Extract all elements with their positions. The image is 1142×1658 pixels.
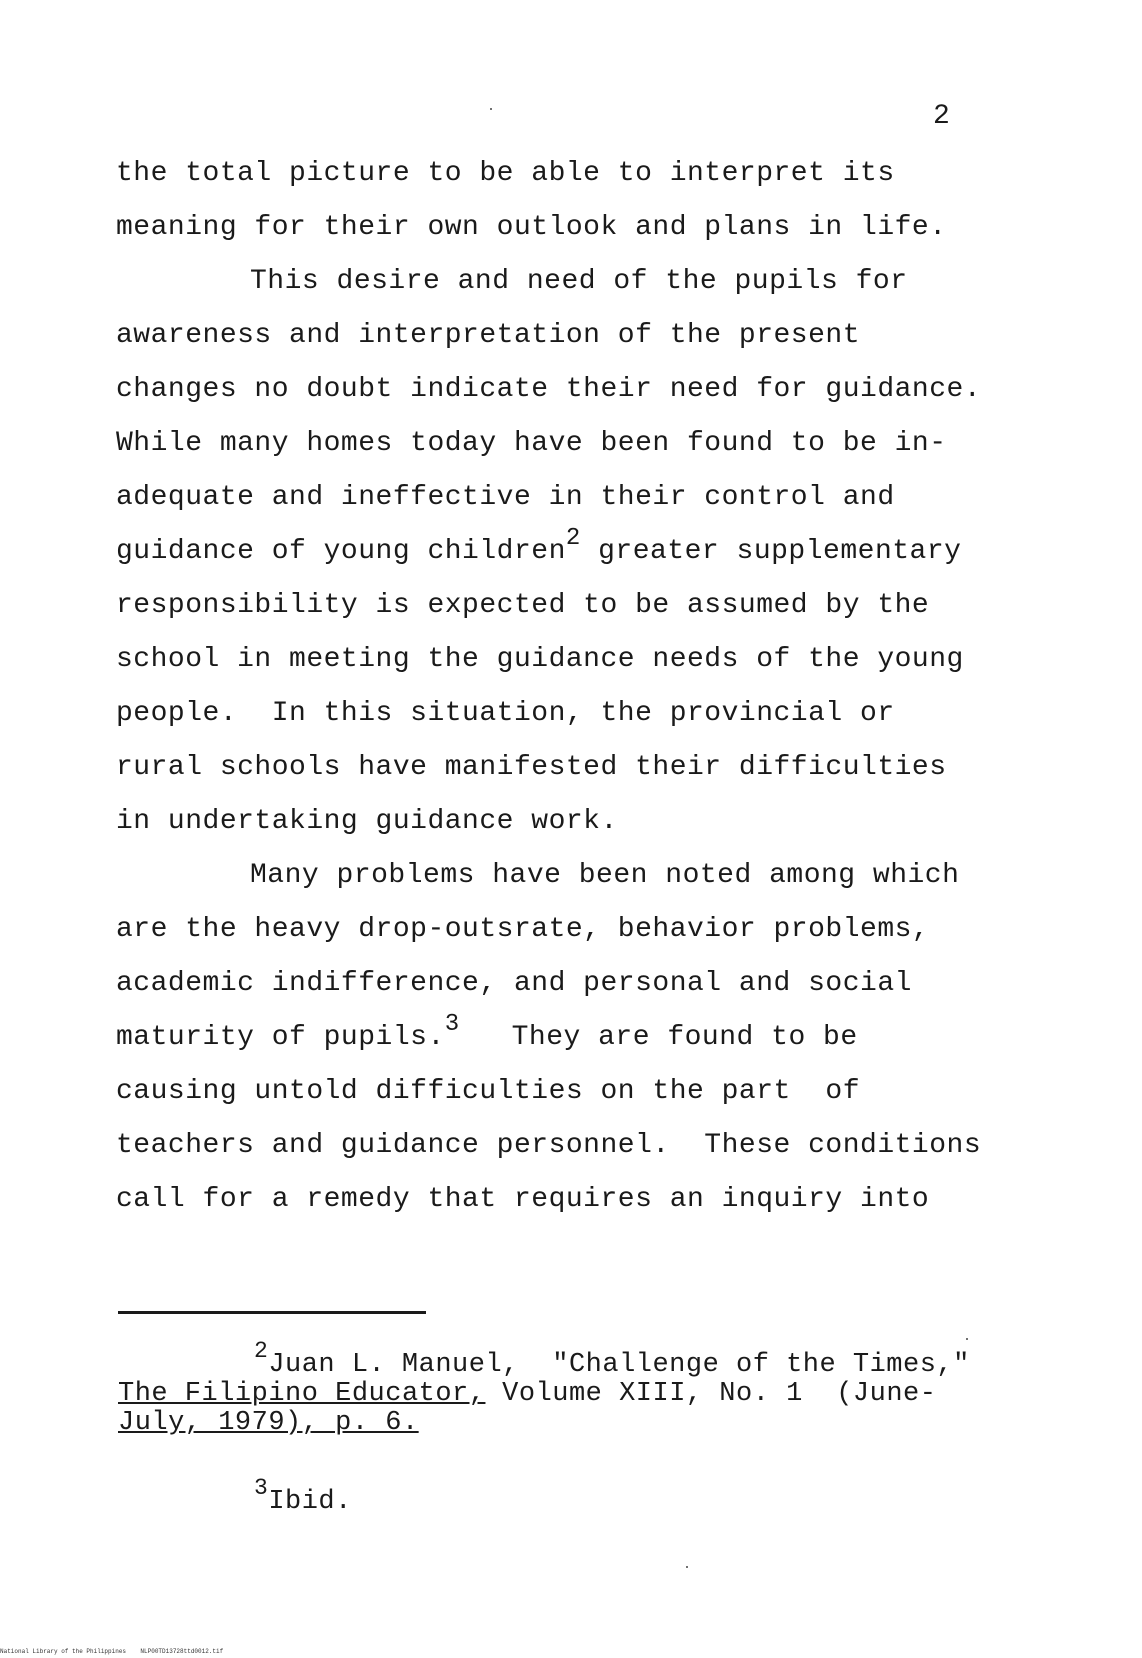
body-text-segment: They are found to be — [511, 1022, 858, 1053]
footnote-3-marker: 3 — [254, 1475, 269, 1501]
footnote-3-text: Ibid. — [268, 1487, 352, 1517]
scan-speck — [490, 108, 492, 110]
body-text-segment: greater supplementary — [598, 536, 962, 567]
footnote-2-line-1 — [254, 1338, 970, 1380]
page-number: 2 — [933, 101, 950, 132]
body-line: are the heavy drop-outsrate, behavior problems, — [116, 914, 930, 945]
body-line: changes no doubt indicate their need for guidance. — [116, 374, 982, 405]
footnote-2-text: Volume XIII, No. 1 (June- — [485, 1379, 937, 1409]
body-line: Many problems have been noted among which — [250, 860, 960, 891]
body-line: academic indifference, and personal and social — [116, 968, 912, 999]
scan-speck — [686, 1566, 688, 1568]
footnote-3 — [254, 1475, 352, 1517]
body-line: awareness and interpretation of the present — [116, 320, 861, 351]
body-line: rural schools have manifested their difficulties — [116, 752, 947, 783]
body-text-segment: maturity of pupils. — [116, 1022, 445, 1053]
body-line: school in meeting the guidance needs of the young — [116, 644, 964, 675]
footnote-ref-3: 3 — [444, 1010, 460, 1038]
body-line: meaning for their own outlook and plans in life. — [116, 212, 947, 243]
body-line: people. In this situation, the provincial or — [116, 698, 895, 729]
footnote-divider — [118, 1311, 426, 1314]
footnote-2-text: July, 1979), p. 6. — [118, 1408, 419, 1438]
body-line: adequate and ineffective in their control and — [116, 482, 895, 513]
footnote-2-text: Juan L. Manuel, "Challenge of the Times," — [268, 1350, 970, 1380]
footnote-2-publication: The Filipino Educator, — [118, 1379, 486, 1409]
body-line: This desire and need of the pupils for — [250, 266, 908, 297]
body-line: the total picture to be able to interpret its — [116, 158, 895, 189]
body-line: responsibility is expected to be assumed by the — [116, 590, 930, 621]
footnote-2-marker: 2 — [254, 1338, 269, 1364]
scan-speck — [966, 1338, 968, 1340]
body-line-with-footnote — [116, 524, 962, 567]
body-line: in undertaking guidance work. — [116, 806, 618, 837]
footnote-2-line-3 — [118, 1408, 419, 1438]
body-text-segment: guidance of young children — [116, 536, 566, 567]
body-line: teachers and guidance personnel. These conditions — [116, 1130, 982, 1161]
body-line: While many homes today have been found to be in- — [116, 428, 947, 459]
body-line-with-footnote — [116, 1010, 858, 1053]
archive-label: National Library of the Philippines NLP00TD13728ttd0012.tif — [0, 1648, 224, 1655]
footnote-ref-2: 2 — [565, 524, 581, 552]
body-line: causing untold difficulties on the part of — [116, 1076, 861, 1107]
body-line: call for a remedy that requires an inquiry into — [116, 1184, 930, 1215]
footnote-2-line-2 — [118, 1379, 936, 1409]
